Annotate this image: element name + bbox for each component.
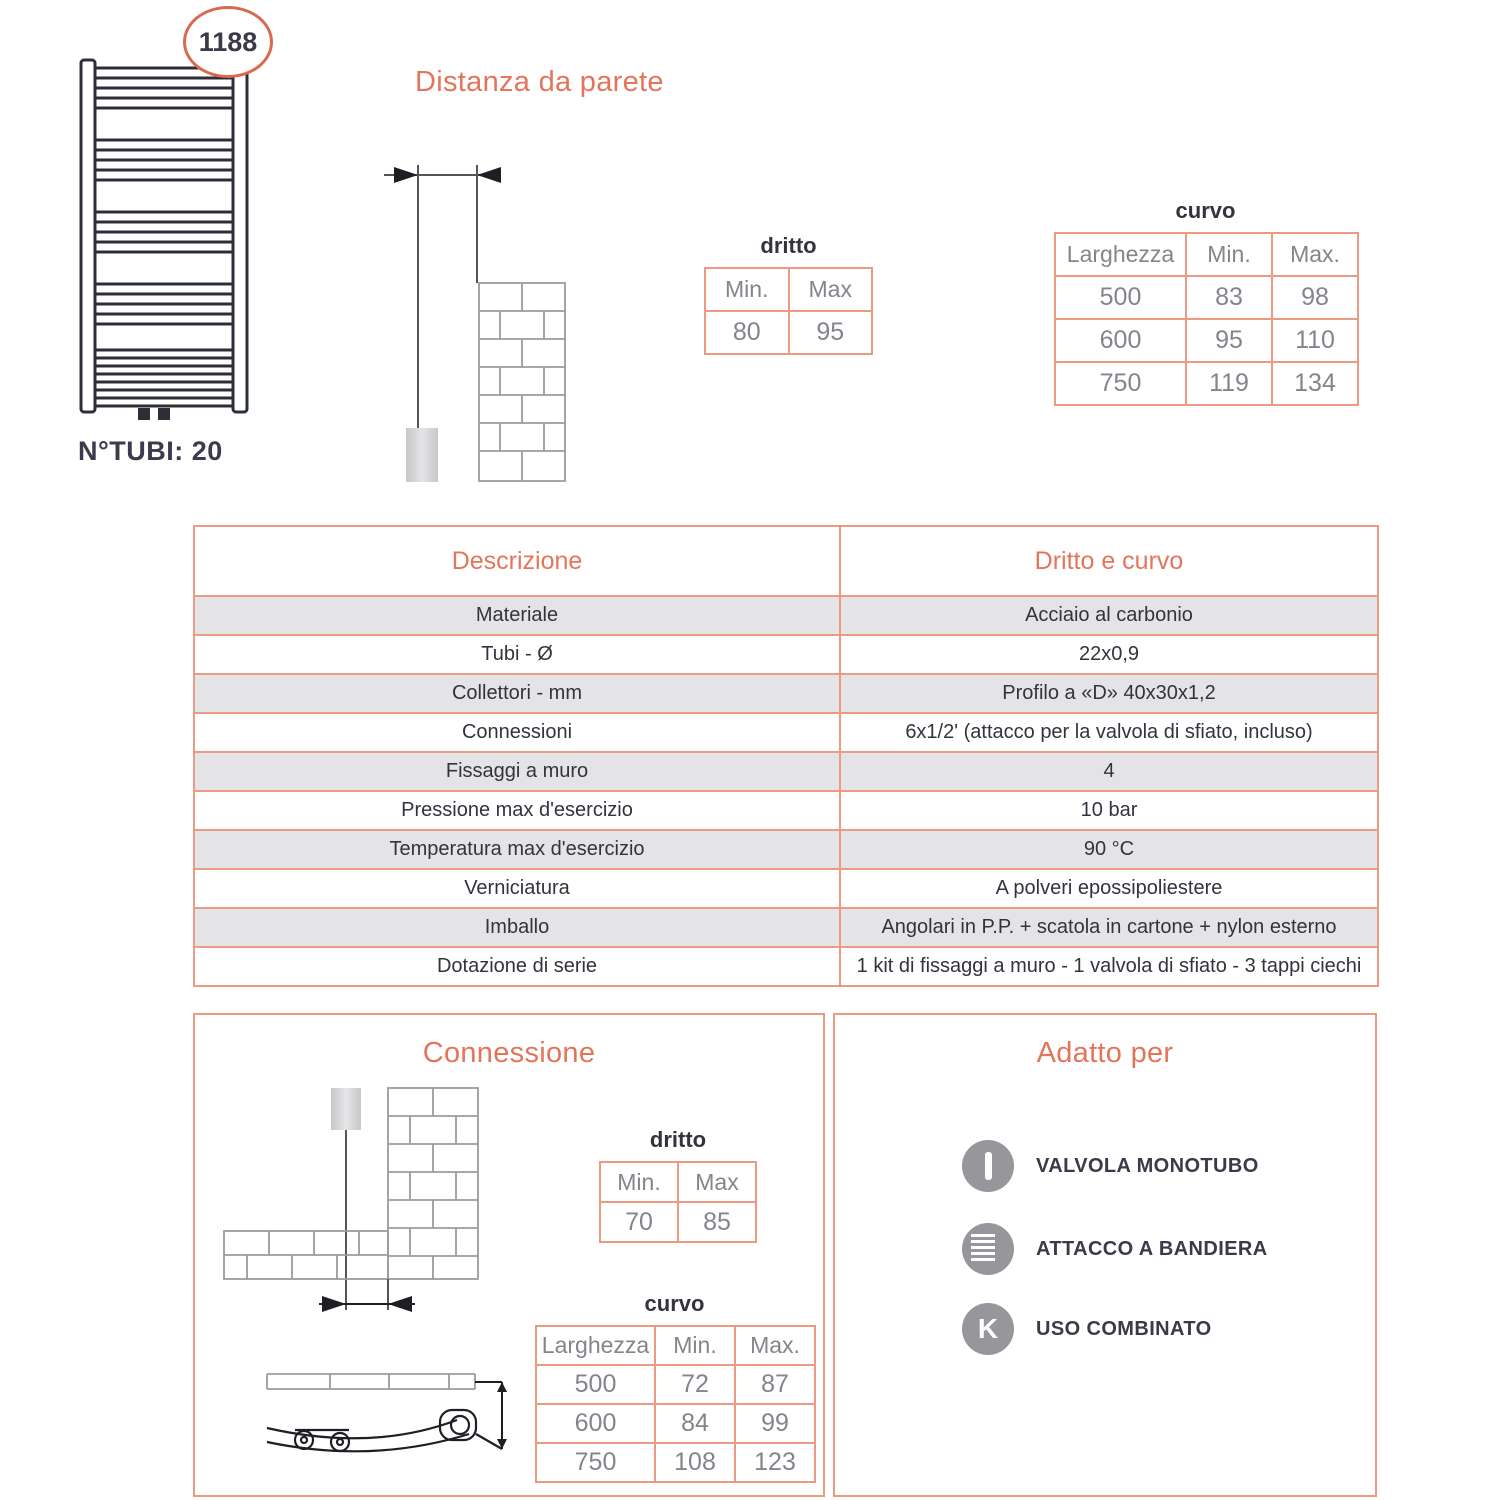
curvo-table xyxy=(535,1325,816,1483)
connection-diagram xyxy=(207,1072,517,1492)
spec-label: Temperatura max d'esercizio xyxy=(194,830,840,869)
cell: 134 xyxy=(1272,362,1358,405)
spec-label: Verniciatura xyxy=(194,869,840,908)
spec-label: Dotazione di serie xyxy=(194,947,840,986)
col-max: Max xyxy=(789,268,873,311)
dritto-table xyxy=(599,1161,757,1243)
table-row xyxy=(1055,362,1358,405)
connection-title: Connessione xyxy=(422,1037,596,1069)
spec-row xyxy=(194,869,1378,908)
wall-distance-title: Distanza da parete xyxy=(415,66,664,98)
spec-row xyxy=(194,830,1378,869)
dritto-label: dritto xyxy=(760,233,817,258)
suitable-item-label: VALVOLA MONOTUBO xyxy=(1036,1154,1259,1177)
cell: 95 xyxy=(1186,319,1272,362)
wall-distance-diagram xyxy=(380,158,580,484)
cell: 108 xyxy=(655,1443,735,1482)
table-row xyxy=(536,1404,815,1443)
radiator-illustration xyxy=(80,58,248,424)
wall-distance-curvo-table xyxy=(1054,198,1357,406)
combined-use-icon xyxy=(962,1303,1014,1355)
cell: 600 xyxy=(536,1404,655,1443)
tubes-count-label: N°TUBI: 20 xyxy=(78,436,223,466)
dritto-label: dritto xyxy=(649,1127,707,1152)
spec-row xyxy=(194,596,1378,635)
spec-label: Collettori - mm xyxy=(194,674,840,713)
spec-value: 10 bar xyxy=(840,791,1378,830)
cell: 87 xyxy=(735,1365,815,1404)
spec-value: 22x0,9 xyxy=(840,635,1378,674)
col-min: Min. xyxy=(1186,233,1272,276)
min-value: 70 xyxy=(600,1202,678,1242)
spec-value: Angolari in P.P. + scatola in cartone + nylon esterno xyxy=(840,908,1378,947)
suitable-item-label: USO COMBINATO xyxy=(1036,1317,1212,1340)
cell: 750 xyxy=(1055,362,1186,405)
spec-value: Acciaio al carbonio xyxy=(840,596,1378,635)
tube-section xyxy=(406,428,438,482)
spec-header-row xyxy=(194,526,1378,596)
col-larghezza: Larghezza xyxy=(1055,233,1186,276)
spec-label: Materiale xyxy=(194,596,840,635)
table-row xyxy=(1055,276,1358,319)
spec-value: A polveri epossipoliestere xyxy=(840,869,1378,908)
spec-value: Profilo a «D» 40x30x1,2 xyxy=(840,674,1378,713)
wall-distance-dritto-table xyxy=(704,233,873,355)
dritto-table xyxy=(704,267,873,355)
monotube-valve-icon xyxy=(962,1140,1014,1192)
spec-row xyxy=(194,791,1378,830)
spec-row xyxy=(194,947,1378,986)
suitable-item-combinato xyxy=(962,1303,1212,1355)
col-larghezza: Larghezza xyxy=(536,1326,655,1365)
cell: 98 xyxy=(1272,276,1358,319)
spec-label: Pressione max d'esercizio xyxy=(194,791,840,830)
curvo-label: curvo xyxy=(644,1291,705,1316)
min-value: 80 xyxy=(705,311,789,354)
suitable-for-panel xyxy=(833,1013,1377,1497)
spec-value: 90 °C xyxy=(840,830,1378,869)
spec-row xyxy=(194,713,1378,752)
col-max: Max. xyxy=(1272,233,1358,276)
cell: 110 xyxy=(1272,319,1358,362)
suitable-item-bandiera xyxy=(962,1223,1268,1275)
suitable-for-title: Adatto per xyxy=(1036,1037,1174,1069)
cell: 83 xyxy=(1186,276,1272,319)
spec-value: 4 xyxy=(840,752,1378,791)
connection-dritto-table xyxy=(599,1127,757,1243)
height-badge xyxy=(183,6,273,78)
spec-header-dritto-curvo: Dritto e curvo xyxy=(840,526,1378,596)
cell: 84 xyxy=(655,1404,735,1443)
flag-connection-icon xyxy=(962,1223,1014,1275)
spec-header-descrizione: Descrizione xyxy=(194,526,840,596)
suitable-item-monotube xyxy=(962,1140,1259,1192)
cell: 750 xyxy=(536,1443,655,1482)
height-value: 1188 xyxy=(198,26,258,57)
col-max: Max. xyxy=(735,1326,815,1365)
spec-label: Fissaggi a muro xyxy=(194,752,840,791)
spec-label: Imballo xyxy=(194,908,840,947)
col-min: Min. xyxy=(705,268,789,311)
col-min: Min. xyxy=(655,1326,735,1365)
cell: 119 xyxy=(1186,362,1272,405)
spec-value: 1 kit di fissaggi a muro - 1 valvola di sfiato - 3 tappi ciechi xyxy=(840,947,1378,986)
cell: 500 xyxy=(536,1365,655,1404)
table-row xyxy=(1055,319,1358,362)
max-value: 85 xyxy=(678,1202,756,1242)
spec-table xyxy=(193,525,1379,987)
suitable-item-label: ATTACCO A BANDIERA xyxy=(1036,1237,1268,1260)
col-max: Max xyxy=(678,1162,756,1202)
table-row xyxy=(536,1443,815,1482)
cell: 72 xyxy=(655,1365,735,1404)
max-value: 95 xyxy=(789,311,873,354)
spec-label: Connessioni xyxy=(194,713,840,752)
spec-row xyxy=(194,752,1378,791)
spec-value: 6x1/2' (attacco per la valvola di sfiato, incluso) xyxy=(840,713,1378,752)
cell: 600 xyxy=(1055,319,1186,362)
cell: 500 xyxy=(1055,276,1186,319)
combined-use-letter: K xyxy=(977,1313,999,1344)
spec-row xyxy=(194,674,1378,713)
cell: 123 xyxy=(735,1443,815,1482)
table-row xyxy=(536,1365,815,1404)
connection-panel xyxy=(193,1013,825,1497)
cell: 99 xyxy=(735,1404,815,1443)
connection-curvo-table xyxy=(535,1291,814,1483)
col-min: Min. xyxy=(600,1162,678,1202)
spec-label: Tubi - Ø xyxy=(194,635,840,674)
spec-row xyxy=(194,635,1378,674)
curvo-table xyxy=(1054,232,1359,406)
curvo-label: curvo xyxy=(1175,198,1236,223)
spec-row xyxy=(194,908,1378,947)
